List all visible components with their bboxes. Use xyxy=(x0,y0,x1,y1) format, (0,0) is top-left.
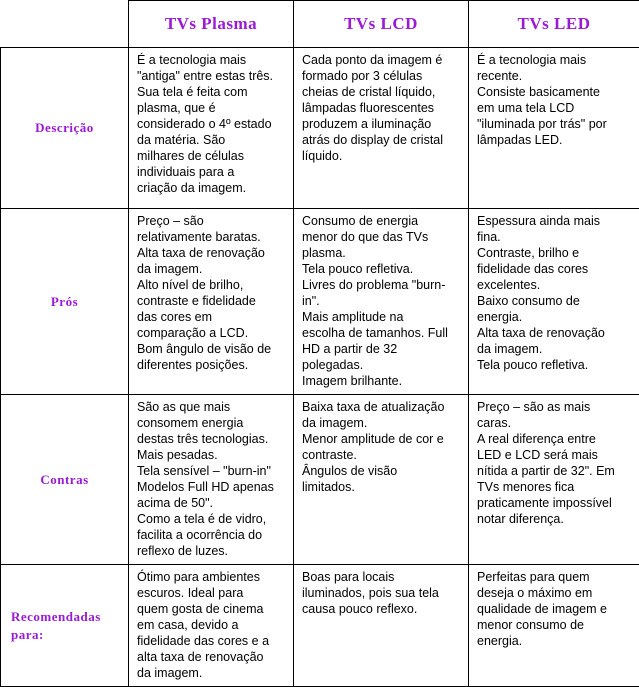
cell-plasma-pros xyxy=(129,209,294,395)
header-row xyxy=(1,1,639,48)
row-label-cell xyxy=(1,48,129,209)
row-contras xyxy=(1,395,639,565)
corner-cell xyxy=(1,1,129,48)
cell-led-contras xyxy=(469,395,639,565)
cell-lcd-descricao xyxy=(294,48,469,209)
header-cell-led xyxy=(469,1,639,48)
cell-text: Cada ponto da imagem é formado por 3 células cheias de cristal líquido, lâmpadas fluorescentes produzem a iluminação atrás do display de cristal líquido. xyxy=(302,52,462,164)
cell-text: É a tecnologia mais recente. Consiste basicamente em uma tela LCD "iluminada por trás" por lâmpadas LED. xyxy=(477,52,633,148)
cell-lcd-recomendadas xyxy=(294,565,469,687)
cell-led-pros xyxy=(469,209,639,395)
cell-plasma-recomendadas xyxy=(129,565,294,687)
cell-text: Consumo de energia menor do que das TVs plasma. Tela pouco refletiva. Livres do problema "burn- in". Mais amplitude na escolha de tamanhos. Full HD a partir de 32 polegadas. Imagem brilhante. xyxy=(302,213,462,389)
row-pros xyxy=(1,209,639,395)
cell-text: Boas para locais iluminados, pois sua tela causa pouco reflexo. xyxy=(302,569,462,617)
row-label-descricao: Descrição xyxy=(35,119,94,137)
cell-text: São as que mais consomem energia destas três tecnologias. Mais pesadas. Tela sensível – "burn-in" Modelos Full HD apenas acima de 50". Como a tela é de vidro, facilita a ocorrência do reflexo de luzes. xyxy=(137,399,287,559)
row-recomendadas xyxy=(1,565,639,687)
header-cell-lcd xyxy=(294,1,469,48)
row-label-cell xyxy=(1,209,129,395)
cell-text: É a tecnologia mais "antiga" entre estas três. Sua tela é feita com plasma, que é considerado o 4º estado da matéria. São milhares de células individuais para a criação da imagem. xyxy=(137,52,287,196)
cell-plasma-descricao xyxy=(129,48,294,209)
row-label-contras: Contras xyxy=(40,471,88,489)
row-descricao xyxy=(1,48,639,209)
cell-text: Perfeitas para quem deseja o máximo em qualidade de imagem e menor consumo de energia. xyxy=(477,569,633,649)
column-title-lcd: TVs LCD xyxy=(344,14,418,33)
cell-lcd-contras xyxy=(294,395,469,565)
cell-lcd-pros xyxy=(294,209,469,395)
cell-text: Preço – são relativamente baratas. Alta taxa de renovação da imagem. Alto nível de brilho, contraste e fidelidade das cores em comparação a LCD. Bom ângulo de visão de diferentes posições. xyxy=(137,213,287,373)
row-label-pros: Prós xyxy=(51,293,78,311)
header-cell-plasma xyxy=(129,1,294,48)
row-label-cell xyxy=(1,565,129,687)
cell-text: Ótimo para ambientes escuros. Ideal para quem gosta de cinema em casa, devido a fidelidade das cores e a alta taxa de renovação da imagem. xyxy=(137,569,287,681)
row-label-recomendadas: Recomendadas para: xyxy=(3,608,126,644)
column-title-led: TVs LED xyxy=(518,14,591,33)
cell-text: Preço – são as mais caras. A real diferença entre LED e LCD será mais nítida a partir de 32". Em TVs menores fica praticamente impossível notar diferença. xyxy=(477,399,633,527)
cell-text: Baixa taxa de atualização da imagem. Menor amplitude de cor e contraste. Ângulos de visão limitados. xyxy=(302,399,462,495)
row-label-cell xyxy=(1,395,129,565)
cell-text: Espessura ainda mais fina. Contraste, brilho e fidelidade das cores excelentes. Baixo consumo de energia. Alta taxa de renovação da imagem. Tela pouco refletiva. xyxy=(477,213,633,373)
column-title-plasma: TVs Plasma xyxy=(165,14,257,33)
cell-led-descricao xyxy=(469,48,639,209)
cell-led-recomendadas xyxy=(469,565,639,687)
cell-plasma-contras xyxy=(129,395,294,565)
